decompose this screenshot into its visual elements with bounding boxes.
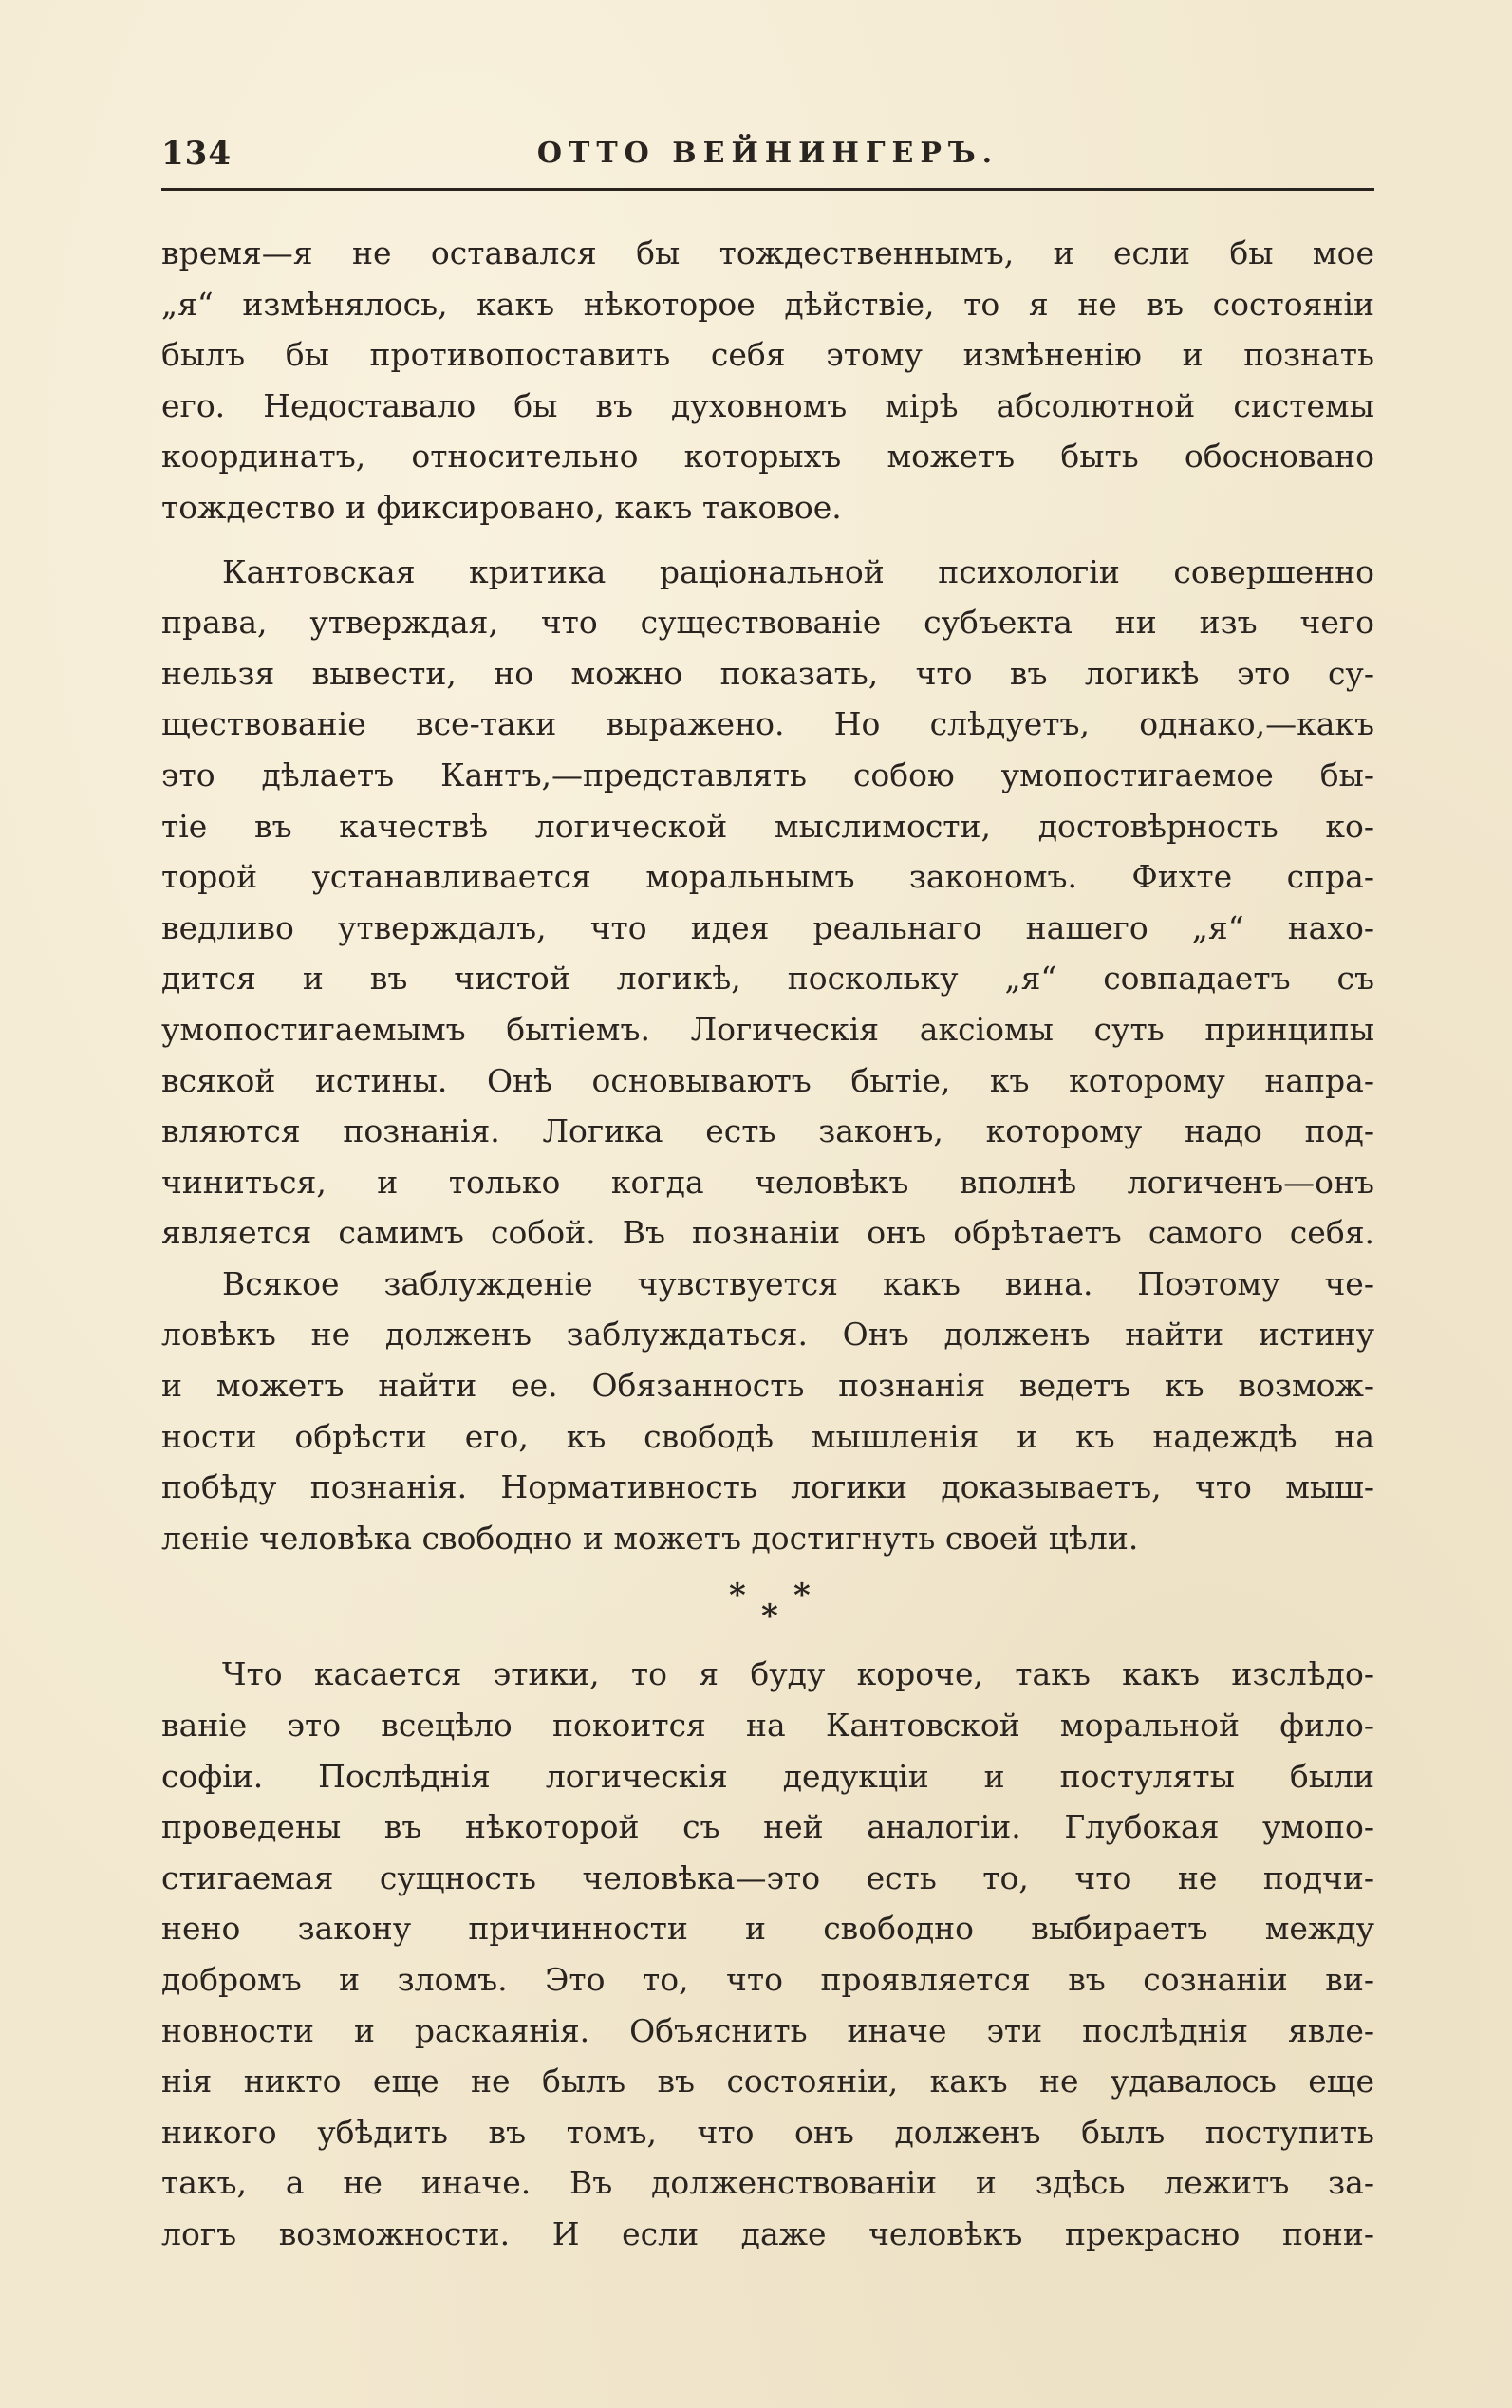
text-line: торой устанавливается моральнымъ закономъ. Фихте спра-	[161, 858, 1374, 896]
text-line: ности обрѣсти его, къ свободѣ мышленія и къ надеждѣ на	[161, 1417, 1374, 1455]
text-line: координатъ, относительно которыхъ можетъ быть обосновано	[161, 438, 1374, 476]
text-line: логъ возможности. И если даже человѣкъ прекрасно пони-	[161, 2214, 1374, 2252]
text-line: является самимъ собой. Въ познаніи онъ обрѣтаетъ самого себя.	[161, 1214, 1374, 1252]
text-line: чиниться, и только когда человѣкъ вполнѣ логиченъ—онъ	[161, 1163, 1374, 1201]
text-line: умопостигаемымъ бытіемъ. Логическія аксіомы суть принципы	[161, 1010, 1374, 1048]
text-line: стигаемая сущность человѣка—это есть то, что не подчи-	[161, 1858, 1374, 1896]
text-line: дится и въ чистой логикѣ, поскольку „я“ совпадаетъ съ	[161, 960, 1374, 998]
text-line: ловѣкъ не долженъ заблуждаться. Онъ долженъ найти истину	[161, 1316, 1374, 1353]
paragraph	[161, 1259, 1374, 1564]
text-line: нельзя вывести, но можно показать, что въ логикѣ это су-	[161, 654, 1374, 692]
text-line: новности и раскаянія. Объяснить иначе эти послѣднія явле-	[161, 2011, 1374, 2049]
page-number: 134	[161, 135, 232, 173]
text-line: время—я не оставался бы тождественнымъ, и если бы мое	[161, 234, 1374, 271]
text-line: леніе человѣка свободно и можетъ достигнуть своей цѣли.	[161, 1519, 1139, 1557]
text-line: всякой истины. Онѣ основываютъ бытіе, къ которому напра-	[161, 1061, 1374, 1099]
text-line: былъ бы противопоставить себя этому измѣненію и познать	[161, 336, 1374, 374]
asterisk: *	[793, 1577, 811, 1615]
section-break	[161, 1563, 1374, 1649]
paragraph	[161, 228, 1374, 533]
running-head: ОТТО ВЕЙНИНГЕРЪ.	[536, 137, 999, 170]
text-line: его. Недоставало бы въ духовномъ мірѣ абсолютной системы	[161, 386, 1374, 424]
page-header	[161, 135, 1374, 191]
text-line: вляются познанія. Логика есть законъ, которому надо под-	[161, 1112, 1374, 1150]
text-line: и можетъ найти ее. Обязанность познанія ведетъ къ возмож-	[161, 1367, 1374, 1405]
text-line: Всякое заблужденіе чувствуется какъ вина. Поэтому че-	[222, 1264, 1374, 1302]
paragraph	[161, 1649, 1374, 2259]
text-line: Кантовская критика раціональной психологіи совершенно	[222, 552, 1374, 590]
text-line: ществованіе все-таки выражено. Но слѣдуетъ, однако,—какъ	[161, 705, 1374, 743]
text-line: ваніе это всецѣло покоится на Кантовской моральной фило-	[161, 1707, 1374, 1745]
paragraph	[161, 547, 1374, 1259]
body-text	[161, 228, 1374, 2260]
text-line: ведливо утверждалъ, что идея реальнаго нашего „я“ нахо-	[161, 908, 1374, 946]
asterisk: *	[729, 1577, 746, 1615]
text-line: Что касается этики, то я буду короче, такъ какъ изслѣдо-	[222, 1655, 1374, 1693]
text-line: софіи. Послѣднія логическія дедукціи и постуляты были	[161, 1757, 1374, 1795]
text-line: нено закону причинности и свободно выбираетъ между	[161, 1910, 1374, 1948]
text-line: проведены въ нѣкоторой съ ней аналогіи. Глубокая умопо-	[161, 1808, 1374, 1846]
text-line: тождество и фиксировано, какъ таковое.	[161, 488, 842, 526]
text-line: это дѣлаетъ Кантъ,—представлять собою умопостигаемое бы-	[161, 756, 1374, 793]
text-line: нія никто еще не былъ въ состояніи, какъ не удавалось еще	[161, 2063, 1374, 2100]
text-line: побѣду познанія. Нормативность логики доказываетъ, что мыш-	[161, 1468, 1374, 1506]
text-line: тіе въ качествѣ логической мыслимости, достовѣрность ко-	[161, 807, 1374, 845]
text-line: „я“ измѣнялось, какъ нѣкоторое дѣйствіе, то я не въ состояніи	[161, 285, 1374, 323]
text-line: права, утверждая, что существованіе субъекта ни изъ чего	[161, 604, 1374, 642]
text-line: добромъ и зломъ. Это то, что проявляется въ сознаніи ви-	[161, 1961, 1374, 1998]
text-line: такъ, а не иначе. Въ долженствованіи и здѣсь лежитъ за-	[161, 2164, 1374, 2202]
text-line: никого убѣдить въ томъ, что онъ долженъ былъ поступить	[161, 2113, 1374, 2151]
asterisk: *	[761, 1597, 778, 1636]
